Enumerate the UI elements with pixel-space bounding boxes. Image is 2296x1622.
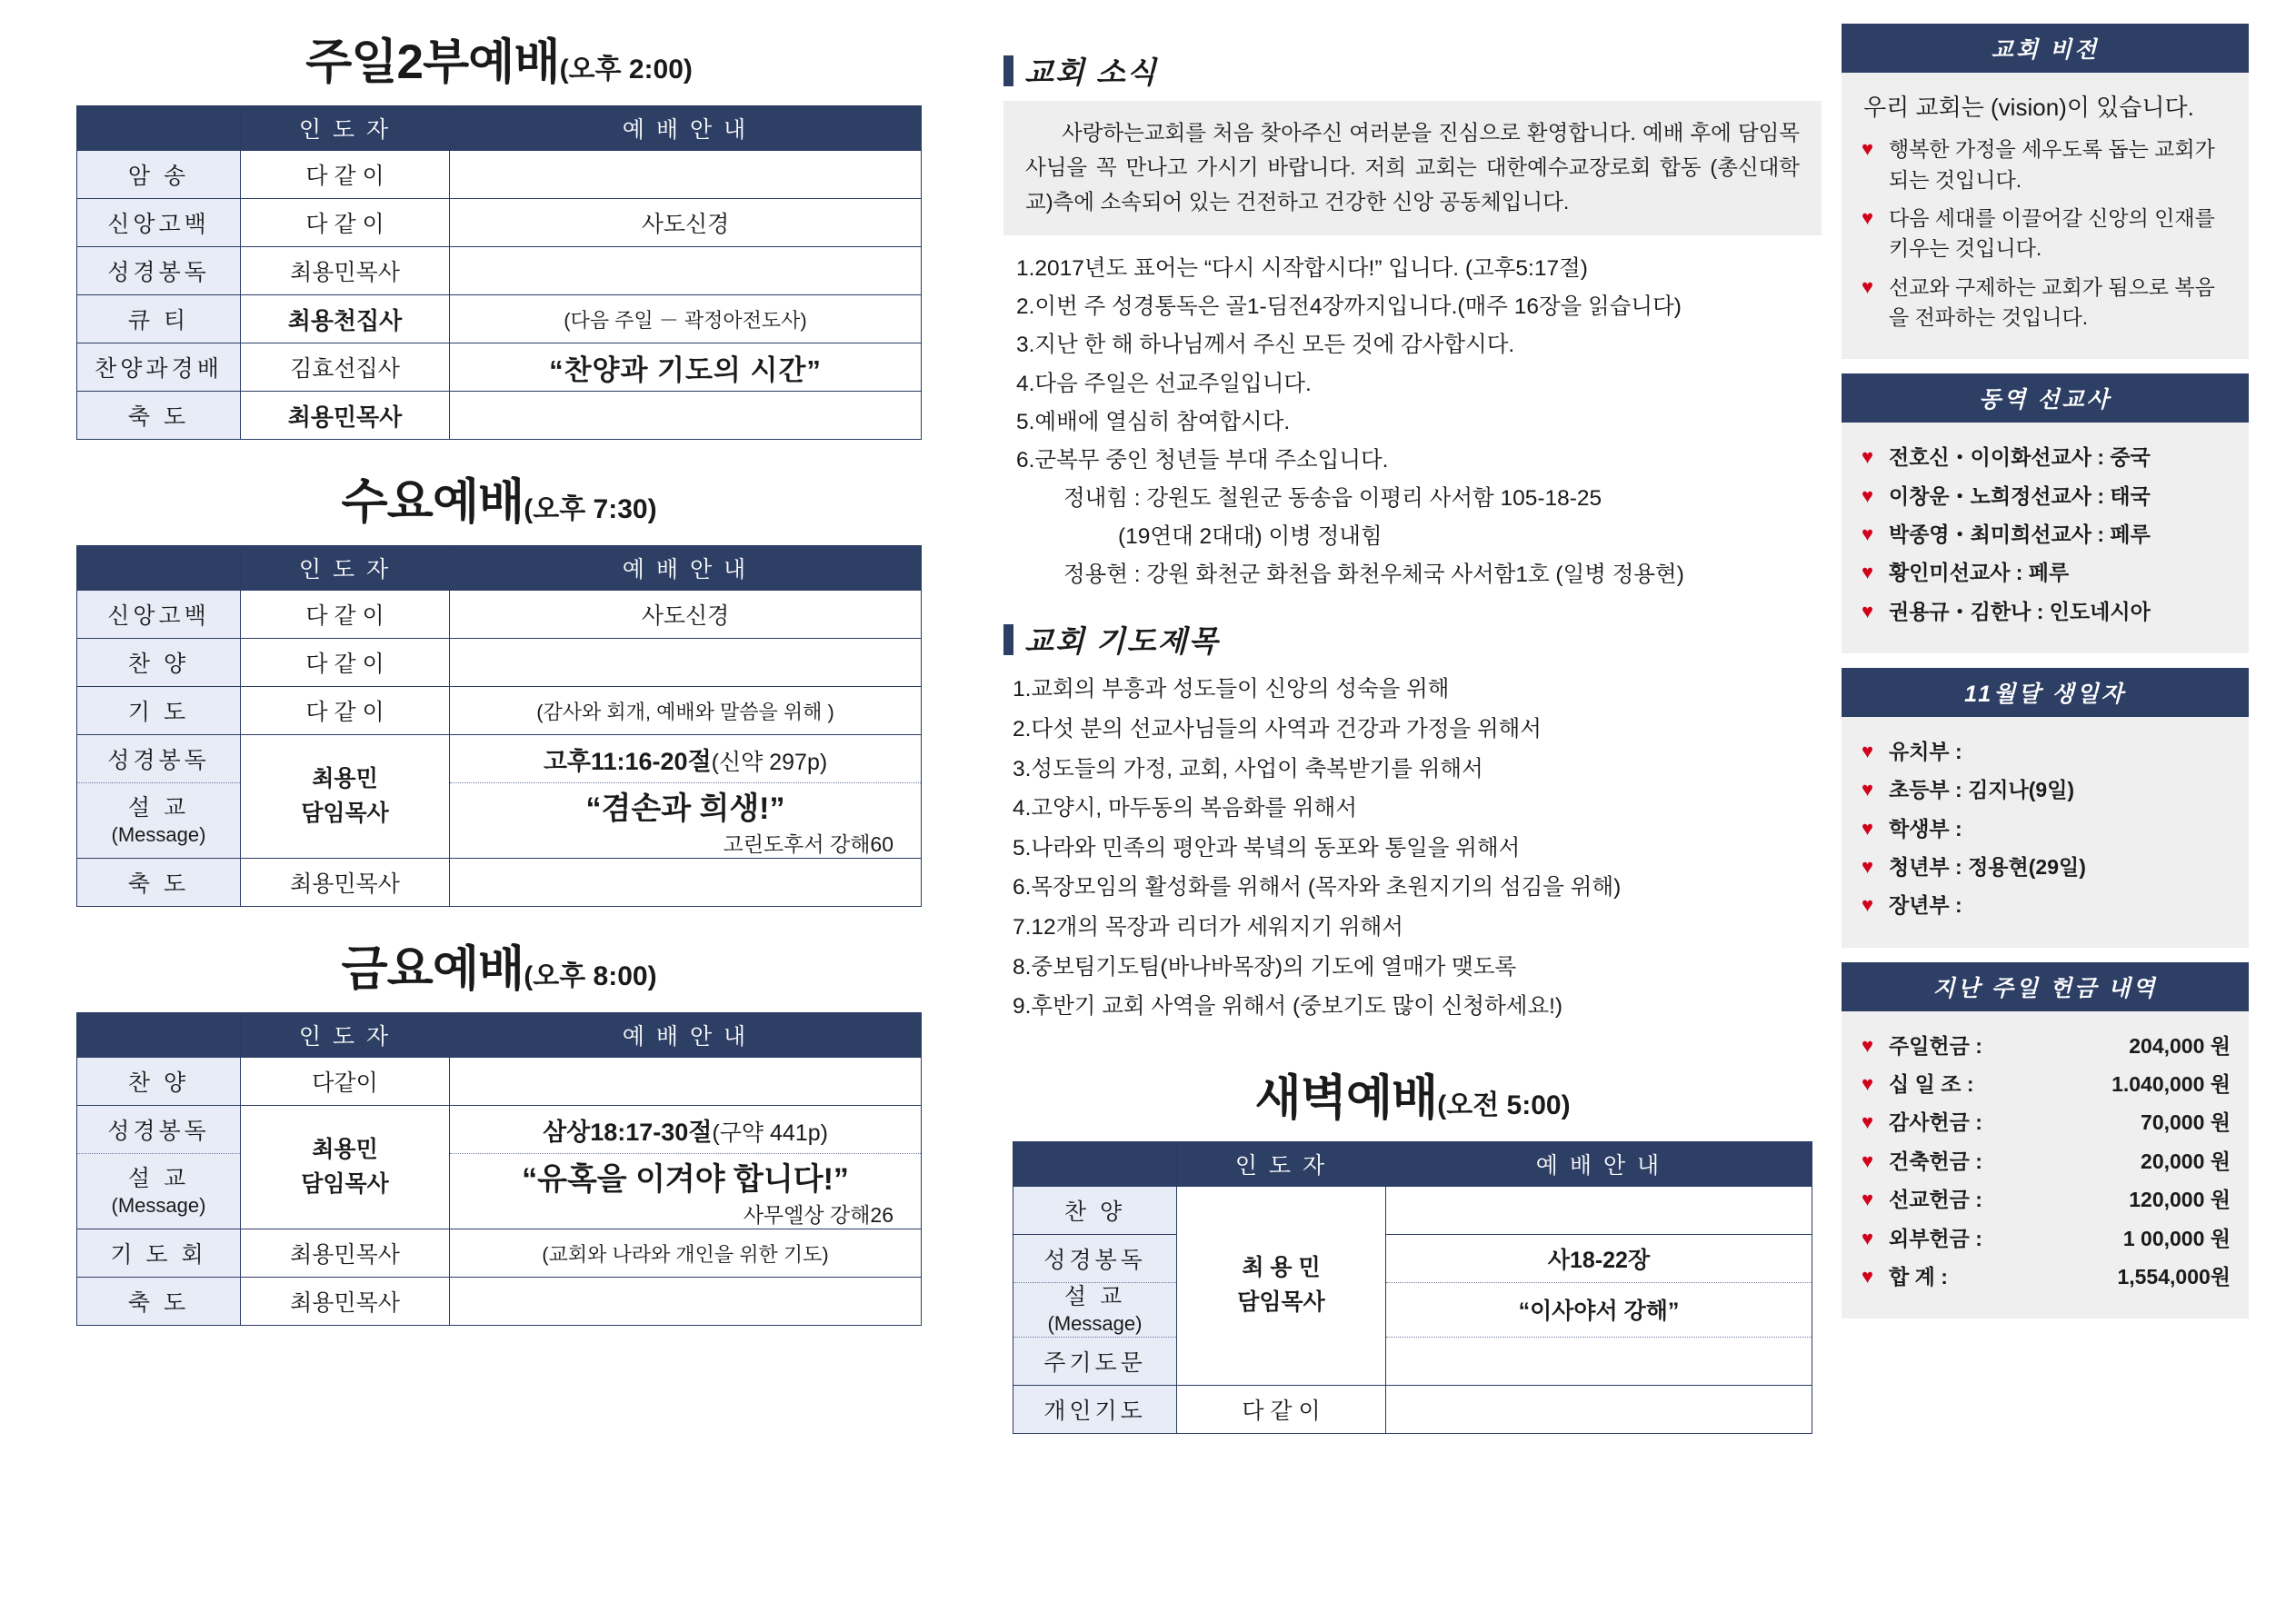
row-leader: 다 같 이 xyxy=(241,591,450,639)
row-guide xyxy=(450,859,922,907)
row-leader-preacher xyxy=(1177,1186,1386,1385)
table-row xyxy=(77,1106,922,1154)
row-label: 큐 티 xyxy=(77,295,241,343)
list-item xyxy=(1860,204,2231,264)
offering-label: 건축헌금 : xyxy=(1889,1149,1982,1173)
list-item xyxy=(1860,852,2231,882)
table-row xyxy=(77,1058,922,1106)
row-guide-verse xyxy=(450,1106,922,1154)
military-address-1-unit: (19연대 2대대) 이병 정내힘 xyxy=(1118,524,1383,550)
verse-page: (구약 441p) xyxy=(712,1119,828,1146)
sermon-series: 사무엘상 강해26 xyxy=(743,1203,893,1227)
service-title-main: 금요예배 xyxy=(341,942,524,996)
col-header-leader: 인 도 자 xyxy=(1177,1141,1386,1186)
preacher-name-line1: 최용민 xyxy=(312,766,378,791)
col-header-guide: 예 배 안 내 xyxy=(1386,1141,1812,1186)
table-row xyxy=(77,151,922,199)
panel-missionaries-body xyxy=(1842,423,2249,653)
heart-icon: ♥ xyxy=(1862,1226,1874,1249)
list-item xyxy=(1860,1031,2231,1061)
row-guide: 사도신경 xyxy=(450,199,922,247)
col-header-guide: 예 배 안 내 xyxy=(450,1013,922,1058)
row-leader-preacher xyxy=(241,735,450,859)
sermon-series: 고린도후서 강해60 xyxy=(723,832,893,856)
offering-row-total xyxy=(1889,1262,2231,1292)
row-label: 찬 양 xyxy=(77,1058,241,1106)
section-marker-icon xyxy=(1003,55,1013,86)
col-header-leader: 인 도 자 xyxy=(241,106,450,151)
sermon-label-en: (Message) xyxy=(111,1193,206,1217)
heart-icon: ♥ xyxy=(1862,1033,1874,1057)
row-label: 개인기도 xyxy=(1013,1385,1177,1433)
table-row xyxy=(1013,1282,1812,1337)
news-list xyxy=(1003,250,1822,594)
list-item-label: 유치부 : xyxy=(1889,740,1962,764)
panel-offering xyxy=(1842,962,2249,1318)
row-guide: 사도신경 xyxy=(450,591,922,639)
list-item xyxy=(1860,1147,2231,1177)
row-label: 찬 양 xyxy=(1013,1186,1177,1234)
row-guide: (교회와 나라와 개인을 위한 기도) xyxy=(450,1229,922,1278)
panel-offering-title: 지난 주일 헌금 내역 xyxy=(1842,962,2249,1011)
row-guide xyxy=(1386,1186,1812,1234)
heart-icon: ♥ xyxy=(1862,561,1874,584)
row-guide xyxy=(1386,1385,1812,1433)
list-item-label: 장년부 : xyxy=(1889,893,1962,918)
row-label: 신앙고백 xyxy=(77,591,241,639)
list-item-label: 청년부 : 정용현(29일) xyxy=(1889,855,2086,880)
heart-icon: ♥ xyxy=(1862,599,1874,622)
row-leader: 다 같 이 xyxy=(241,687,450,735)
heart-icon: ♥ xyxy=(1862,893,1874,917)
table-row xyxy=(77,639,922,687)
col-header-guide: 예 배 안 내 xyxy=(450,546,922,591)
service-title-main: 주일2부예배 xyxy=(305,35,560,89)
offering-amount: 20,000 원 xyxy=(2141,1149,2231,1173)
list-item: 3.지난 한 해 하나님께서 주신 모든 것에 감사합시다. xyxy=(1016,333,1515,358)
service-title-wednesday xyxy=(49,463,949,532)
welcome-text: 사랑하는교회를 처음 찾아주신 여러분을 진심으로 환영합니다. 예배 후에 담임목사님을 꼭 만나고 가시기 바랍니다. 저희 교회는 대한예수교장로회 합동 (총신대학교)측에 소속되어 있는 건전하고 건강한 신앙 공동체입니다. xyxy=(1025,121,1800,214)
row-guide xyxy=(450,1058,922,1106)
section-divider xyxy=(1003,594,1822,618)
service-title-sunday2 xyxy=(49,24,949,93)
list-item: 1.2017년도 표어는 “다시 시작합시다!” 입니다. (고후5:17절) xyxy=(1016,256,1588,282)
row-label: 기 도 회 xyxy=(77,1229,241,1278)
middle-column xyxy=(949,24,1822,1613)
list-item: 4.다음 주일은 선교주일입니다. xyxy=(1016,371,1312,396)
heart-icon: ♥ xyxy=(1862,483,1874,507)
offering-label: 십 일 조 : xyxy=(1889,1072,1974,1097)
row-guide xyxy=(450,639,922,687)
offering-amount: 70,000 원 xyxy=(2141,1110,2231,1135)
panel-vision xyxy=(1842,24,2249,359)
col-header-blank xyxy=(77,1013,241,1058)
row-leader: 다 같 이 xyxy=(1177,1385,1386,1433)
row-leader: 다 같 이 xyxy=(241,639,450,687)
row-guide-sermon xyxy=(450,1154,922,1229)
heart-icon: ♥ xyxy=(1862,205,1874,229)
table-header-row xyxy=(1013,1141,1812,1186)
table-row xyxy=(77,735,922,783)
col-header-blank xyxy=(77,106,241,151)
table-row xyxy=(1013,1337,1812,1385)
offering-amount: 204,000 원 xyxy=(2129,1033,2231,1058)
offering-amount: 1,554,000원 xyxy=(2117,1264,2231,1289)
sermon-label-en: (Message) xyxy=(1047,1312,1143,1336)
missionary-list xyxy=(1860,443,2231,627)
list-item xyxy=(1860,558,2231,588)
welcome-paragraph xyxy=(1003,101,1822,235)
service-title-main: 새벽예배 xyxy=(1254,1070,1438,1125)
list-item: 3.성도들의 가정, 교회, 사업이 축복받기를 위해서 xyxy=(1013,756,1483,781)
prayer-list xyxy=(1003,670,1822,1026)
heart-icon: ♥ xyxy=(1862,778,1874,801)
list-item xyxy=(1860,1224,2231,1254)
offering-row xyxy=(1889,1147,2231,1177)
offering-row xyxy=(1889,1031,2231,1061)
col-header-leader: 인 도 자 xyxy=(241,546,450,591)
sermon-label-en: (Message) xyxy=(111,822,206,846)
list-item xyxy=(1860,482,2231,512)
offering-label: 주일헌금 : xyxy=(1889,1033,1982,1058)
list-item-label: 황인미선교사 : 페루 xyxy=(1889,561,2070,585)
list-item xyxy=(1860,814,2231,844)
row-leader: 다 같 이 xyxy=(241,199,450,247)
row-guide-sermon: “이사야서 강해” xyxy=(1386,1282,1812,1337)
list-item xyxy=(1860,273,2231,333)
panel-birthdays-title: 11월달 생일자 xyxy=(1842,668,2249,717)
offering-amount: 1 00,000 원 xyxy=(2122,1226,2231,1250)
row-label: 암 송 xyxy=(77,151,241,199)
news-heading xyxy=(1003,49,1822,92)
list-item xyxy=(1860,1262,2231,1292)
list-item: 5.나라와 민족의 평안과 북녘의 동포와 통일을 위해서 xyxy=(1013,835,1521,861)
heart-icon: ♥ xyxy=(1862,816,1874,840)
list-item: 6.목장모임의 활성화를 위해서 (목자와 초원지기의 섬김을 위해) xyxy=(1013,875,1622,901)
offering-row xyxy=(1889,1185,2231,1215)
offering-label: 외부헌금 : xyxy=(1889,1226,1982,1250)
row-guide-verse: 사18-22장 xyxy=(1386,1234,1812,1282)
list-item xyxy=(1860,737,2231,767)
service-title-main: 수요예배 xyxy=(341,475,524,529)
right-column xyxy=(1822,24,2249,1613)
row-leader: 다같이 xyxy=(241,1058,450,1106)
birthday-list xyxy=(1860,737,2231,921)
row-label: 축 도 xyxy=(77,1278,241,1326)
military-address-2: 정용현 : 강원 화천군 화천읍 화천우체국 사서함1호 (일병 정용현) xyxy=(1063,562,1684,588)
service-title-sub: (오후 8:00) xyxy=(524,961,657,991)
service-table-sunday2 xyxy=(76,105,922,440)
row-leader: 최용민목사 xyxy=(241,392,450,440)
left-column xyxy=(22,24,949,1613)
list-item-label: 전호신・이이화선교사 : 중국 xyxy=(1889,445,2151,470)
row-leader: 김효선집사 xyxy=(241,343,450,392)
table-row xyxy=(1013,1186,1812,1234)
row-leader-preacher xyxy=(241,1106,450,1229)
list-item xyxy=(1860,891,2231,920)
panel-vision-title: 교회 비전 xyxy=(1842,24,2249,73)
row-guide-verse xyxy=(450,735,922,783)
list-item xyxy=(1860,597,2231,627)
sermon-label-ko: 설 교 xyxy=(127,1165,190,1191)
heart-icon: ♥ xyxy=(1862,445,1874,469)
preacher-name-line1: 최용민 xyxy=(312,1137,378,1162)
service-title-friday xyxy=(49,930,949,1000)
preacher-name-line2: 담임목사 xyxy=(301,800,389,826)
offering-amount: 120,000 원 xyxy=(2129,1188,2231,1212)
list-item-label: 권용규・김한나 : 인도네시아 xyxy=(1889,599,2151,623)
row-guide-sermon xyxy=(450,783,922,859)
service-title-dawn xyxy=(1003,1060,1822,1129)
list-item: 4.고양시, 마두동의 복음화를 위해서 xyxy=(1013,796,1357,821)
panel-birthdays-body xyxy=(1842,717,2249,948)
row-guide xyxy=(450,392,922,440)
list-item: 6.군복무 중인 청년들 부대 주소입니다. xyxy=(1016,447,1389,473)
list-item-label: 이창운・노희정선교사 : 태국 xyxy=(1889,483,2151,508)
row-leader: 최용민목사 xyxy=(241,1278,450,1326)
vision-lead-text: 우리 교회는 (vision)이 있습니다. xyxy=(1863,94,2194,121)
heart-icon: ♥ xyxy=(1862,1264,1874,1288)
vision-list xyxy=(1860,134,2231,333)
table-row xyxy=(77,1278,922,1326)
list-item: 2.다섯 분의 선교사님들의 사역과 건강과 가정을 위해서 xyxy=(1013,716,1542,741)
panel-missionaries-title: 동역 선교사 xyxy=(1842,373,2249,423)
panel-birthdays xyxy=(1842,668,2249,948)
list-item xyxy=(1860,1185,2231,1215)
news-heading-text: 교회 소식 xyxy=(1024,55,1158,89)
offering-row xyxy=(1889,1108,2231,1138)
table-row xyxy=(77,295,922,343)
panel-offering-body xyxy=(1842,1011,2249,1318)
heart-icon: ♥ xyxy=(1862,1149,1874,1172)
list-item-label: 박종영・최미희선교사 : 페루 xyxy=(1889,522,2151,547)
list-item-label: 다음 세대를 이끌어갈 신앙의 인재를 키우는 것입니다. xyxy=(1889,205,2215,261)
list-item-label: 학생부 : xyxy=(1889,816,1962,841)
list-item: 7.12개의 목장과 리더가 세워지기 위해서 xyxy=(1013,914,1403,940)
verse-ref: 삼상18:17-30절 xyxy=(543,1118,713,1146)
preacher-name-line1: 최 용 민 xyxy=(1242,1255,1321,1281)
row-guide: (다음 주일 － 곽정아전도사) xyxy=(450,295,922,343)
row-label: 성경봉독 xyxy=(77,735,241,783)
list-item xyxy=(1860,1108,2231,1138)
row-label: 찬 양 xyxy=(77,639,241,687)
heart-icon: ♥ xyxy=(1862,1110,1874,1134)
heart-icon: ♥ xyxy=(1862,137,1874,161)
row-label: 찬양과경배 xyxy=(77,343,241,392)
table-row xyxy=(77,247,922,295)
verse-page: (신약 297p) xyxy=(711,749,828,775)
row-label-sermon xyxy=(77,783,241,859)
offering-amount: 1.040,000 원 xyxy=(2111,1072,2231,1097)
service-table-wednesday xyxy=(76,545,922,907)
heart-icon: ♥ xyxy=(1862,855,1874,879)
panel-missionaries xyxy=(1842,373,2249,653)
service-table-dawn xyxy=(1013,1141,1812,1434)
service-title-sub: (오전 5:00) xyxy=(1437,1090,1571,1120)
table-row xyxy=(77,687,922,735)
table-row xyxy=(77,1154,922,1229)
row-label: 축 도 xyxy=(77,392,241,440)
col-header-guide: 예 배 안 내 xyxy=(450,106,922,151)
heart-icon: ♥ xyxy=(1862,1072,1874,1096)
offering-list xyxy=(1860,1031,2231,1292)
preacher-name-line2: 담임목사 xyxy=(1237,1289,1325,1315)
military-address-1: 정내힘 : 강원도 철원군 동송읍 이평리 사서함 105-18-25 xyxy=(1063,485,1602,511)
col-header-blank xyxy=(1013,1141,1177,1186)
heart-icon: ♥ xyxy=(1862,1188,1874,1211)
list-item-label: 행복한 가정을 세우도록 돕는 교회가 되는 것입니다. xyxy=(1889,137,2215,192)
preacher-name-line2: 담임목사 xyxy=(301,1170,389,1197)
row-leader: 최용민목사 xyxy=(241,247,450,295)
panel-vision-body xyxy=(1842,73,2249,359)
table-row xyxy=(77,783,922,859)
table-header-row xyxy=(77,1013,922,1058)
heart-icon: ♥ xyxy=(1862,522,1874,546)
row-guide: “찬양과 기도의 시간” xyxy=(450,343,922,392)
sermon-title: “겸손과 희생!” xyxy=(585,791,785,826)
section-marker-icon xyxy=(1003,624,1013,655)
offering-row xyxy=(1889,1224,2231,1254)
row-guide xyxy=(450,247,922,295)
list-item: 2.이번 주 성경통독은 골1-딤전4장까지입니다.(매주 16장을 읽습니다) xyxy=(1016,294,1682,320)
table-header-row xyxy=(77,106,922,151)
list-item: 8.중보팀기도팀(바나바목장)의 기도에 열매가 맺도록 xyxy=(1013,954,1517,980)
row-label: 성경봉독 xyxy=(1013,1234,1177,1282)
row-leader: 다 같 이 xyxy=(241,151,450,199)
service-title-sub: (오후 7:30) xyxy=(524,494,657,524)
list-item: 9.후반기 교회 사역을 위해서 (중보기도 많이 신청하세요!) xyxy=(1013,994,1563,1020)
row-label-sermon xyxy=(1013,1282,1177,1337)
list-item xyxy=(1860,1070,2231,1100)
row-label: 성경봉독 xyxy=(77,1106,241,1154)
table-row xyxy=(77,859,922,907)
sermon-title: “유혹을 이겨야 합니다!” xyxy=(522,1162,849,1197)
table-row xyxy=(77,591,922,639)
heart-icon: ♥ xyxy=(1862,274,1874,298)
list-item-label: 초등부 : 김지나(9일) xyxy=(1889,778,2075,802)
col-header-blank xyxy=(77,546,241,591)
col-header-leader: 인 도 자 xyxy=(241,1013,450,1058)
service-table-friday xyxy=(76,1012,922,1326)
row-guide xyxy=(1386,1337,1812,1385)
table-row xyxy=(1013,1234,1812,1282)
prayer-heading-text: 교회 기도제목 xyxy=(1024,624,1220,659)
list-item xyxy=(1860,443,2231,473)
heart-icon: ♥ xyxy=(1862,740,1874,763)
prayer-heading xyxy=(1003,618,1822,661)
table-row xyxy=(77,199,922,247)
service-title-sub: (오후 2:00) xyxy=(559,55,693,85)
offering-label: 감사헌금 : xyxy=(1889,1110,1982,1135)
row-guide xyxy=(450,151,922,199)
row-label-sermon xyxy=(77,1154,241,1229)
sermon-label-ko: 설 교 xyxy=(127,794,190,821)
table-header-row xyxy=(77,546,922,591)
row-label: 기 도 xyxy=(77,687,241,735)
row-leader: 최용민목사 xyxy=(241,859,450,907)
offering-label: 선교헌금 : xyxy=(1889,1188,1982,1212)
list-item: 1.교회의 부흥과 성도들이 신앙의 성숙을 위해 xyxy=(1013,677,1450,702)
table-row xyxy=(1013,1385,1812,1433)
row-guide xyxy=(450,1278,922,1326)
verse-ref: 고후11:16-20절 xyxy=(543,747,712,775)
list-item xyxy=(1860,520,2231,550)
sermon-label-ko: 설 교 xyxy=(1063,1283,1126,1309)
list-item xyxy=(1860,775,2231,805)
row-guide: (감사와 회개, 예배와 말씀을 위해 ) xyxy=(450,687,922,735)
row-label: 주기도문 xyxy=(1013,1337,1177,1385)
table-row xyxy=(77,392,922,440)
table-row xyxy=(77,343,922,392)
offering-label: 합 계 : xyxy=(1889,1264,1948,1289)
table-row xyxy=(77,1229,922,1278)
row-label: 축 도 xyxy=(77,859,241,907)
list-item-label: 선교와 구제하는 교회가 됨으로 복음을 전파하는 것입니다. xyxy=(1889,274,2215,330)
list-item xyxy=(1860,134,2231,195)
list-item: 5.예배에 열심히 참여합시다. xyxy=(1016,409,1291,434)
offering-row xyxy=(1889,1070,2231,1100)
row-label: 신앙고백 xyxy=(77,199,241,247)
row-label: 성경봉독 xyxy=(77,247,241,295)
row-leader: 최용천집사 xyxy=(241,295,450,343)
row-leader: 최용민목사 xyxy=(241,1229,450,1278)
